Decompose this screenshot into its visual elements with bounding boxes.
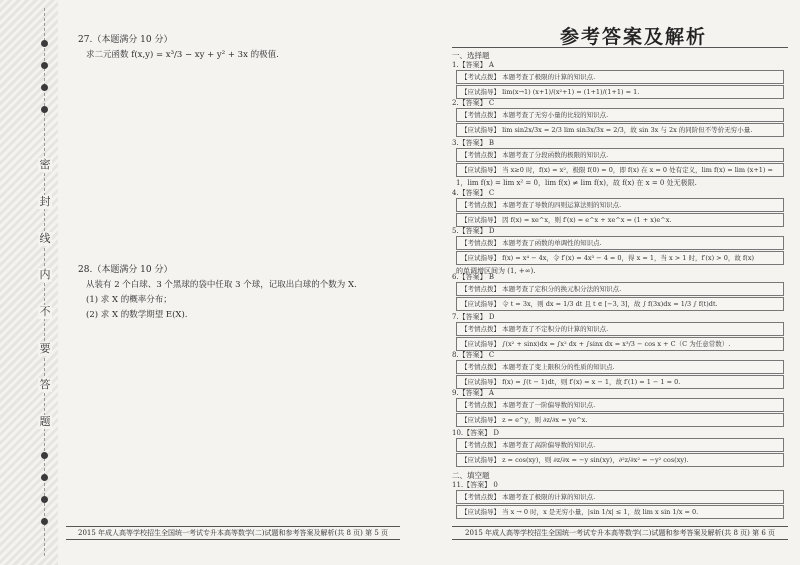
- test-point-box: 【考情点拨】 本题考查了分段函数的极限的知识点.: [456, 148, 784, 162]
- solution-guide-box: 【应试指导】 f(x) = ∫(t − 1)dt，则 f′(x) = x − 1，故 f′(1) = 1 − 1 = 0.: [456, 375, 784, 389]
- test-point-box: 【考情点拨】 本题考查了高阶偏导数的知识点.: [456, 438, 784, 452]
- binding-dot: [41, 40, 48, 47]
- test-point-box: 【考情点拨】 本题考查了无穷小量的比较的知识点.: [456, 108, 784, 122]
- question-28-heading: 28.（本题满分 10 分）: [78, 265, 173, 275]
- binding-char: 封: [39, 195, 51, 208]
- solution-guide-box: 【应试指导】 当 x≥0 时，f(x) = x²，极限 f(0) = 0，即 f(x) 在 x = 0 处有定义，lim f(x) = lim (x+1) =: [456, 163, 784, 177]
- solution-guide-box: 【应试指导】 lim sin2x/3x = 2/3 lim sin3x/3x = 2/3，故 sin 3x 与 2x 的同阶但不等价无穷小量.: [456, 123, 784, 137]
- answer-label: 3.【答案】 B: [452, 139, 495, 147]
- test-point-box: 【考情点拨】 本题考查了极限的计算的知识点.: [456, 490, 784, 504]
- solution-continuation: 的单调增区间为 (1, +∞).: [456, 267, 536, 275]
- solution-continuation: 1，lim f(x) = lim x² = 0，lim f(x) ≠ lim f(x)，故 f(x) 在 x = 0 处无极限.: [456, 179, 697, 187]
- test-point-box: 【考情点拨】 本题考查了定积分的换元积分法的知识点.: [456, 282, 784, 296]
- test-point-box: 【考情点拨】 本题考查了函数的单调性的知识点.: [456, 236, 784, 250]
- answer-label: 4.【答案】 C: [452, 189, 495, 197]
- answer-label: 2.【答案】 C: [452, 99, 495, 107]
- binding-dot: [41, 518, 48, 525]
- test-point-box: 【考情点拨】 本题考查了一阶偏导数的知识点.: [456, 398, 784, 412]
- solution-guide-box: 【应试指导】 令 t = 3x，则 dx = 1/3 dt 且 t ∈ [−3, 3]，故 ∫ f(3x)dx = 1/3 ∫ f(t)dt.: [456, 297, 784, 311]
- binding-char: 要: [39, 342, 51, 355]
- binding-char: 题: [39, 415, 51, 428]
- binding-char: 不: [39, 305, 51, 318]
- test-point-box: 【考试点拨】 本题考查了极限的计算的知识点.: [456, 70, 784, 84]
- question-28-part-1: (1) 求 X 的概率分布；: [86, 295, 172, 305]
- answers-title: 参考答案及解析: [560, 26, 708, 48]
- solution-guide-box: 【应试指导】 f(x) = x⁴ − 4x，令 f′(x) = 4x³ − 4 = 0，得 x = 1，当 x > 1 时，f′(x) > 0，故 f(x): [456, 251, 784, 265]
- binding-dot: [41, 106, 48, 113]
- left-page-footer: 2015 年成人高等学校招生全国统一考试专升本高等数学(二)试题和参考答案及解析(共 8 页) 第 5 页: [66, 526, 400, 540]
- binding-margin: [0, 0, 58, 565]
- solution-guide-box: 【应试指导】 z = cos(xy)，则 ∂z/∂x = −y sin(xy)，∂²z/∂x² = −y² cos(xy).: [456, 453, 784, 467]
- section-choice-heading: 一、选择题: [452, 51, 490, 60]
- solution-guide-box: 【应试指导】 ∫(x² + sinx)dx = ∫x² dx + ∫sinx dx = x³/3 − cos x + C（C 为任意常数）.: [456, 337, 784, 351]
- test-point-box: 【考情点拨】 本题考查了不定积分的计算的知识点.: [456, 322, 784, 336]
- binding-char: 答: [39, 378, 51, 391]
- solution-guide-box: 【应试指导】 lim(x→1) (x+1)/(x²+1) = (1+1)/(1+1) = 1.: [456, 85, 784, 99]
- answer-label: 11.【答案】 0: [452, 481, 498, 489]
- question-28-part-2: (2) 求 X 的数学期望 E(X).: [86, 310, 188, 320]
- binding-char: 内: [39, 268, 51, 281]
- binding-dot: [41, 452, 48, 459]
- solution-guide-box: 【应试指导】 因 f(x) = xe^x，则 f′(x) = e^x + xe^x = (1 + x)e^x.: [456, 213, 784, 227]
- binding-dot: [41, 474, 48, 481]
- test-point-box: 【考情点拨】 本题考查了变上限积分的性质的知识点.: [456, 360, 784, 374]
- title-rule: [452, 47, 788, 48]
- binding-char: 密: [39, 158, 51, 171]
- question-28-text: 从装有 2 个白球、3 个黑球的袋中任取 3 个球，记取出白球的个数为 X.: [86, 280, 357, 290]
- test-point-box: 【考情点拨】 本题考查了导数的四则运算法则的知识点.: [456, 198, 784, 212]
- answer-label: 7.【答案】 D: [452, 313, 495, 321]
- solution-guide-box: 【应试指导】 z = e^y，则 ∂z/∂x = ye^x.: [456, 413, 784, 427]
- binding-char: 线: [39, 232, 51, 245]
- answer-label: 5.【答案】 D: [452, 227, 495, 235]
- binding-dot: [41, 62, 48, 69]
- question-27-text: 求二元函数 f(x,y) = x³/3 − xy + y² + 3x 的极值.: [86, 50, 279, 60]
- right-page-footer: 2015 年成人高等学校招生全国统一考试专升本高等数学(二)试题和参考答案及解析(共 8 页) 第 6 页: [452, 526, 788, 540]
- answer-label: 9.【答案】 A: [452, 389, 494, 397]
- section-fill-heading: 二、填空题: [452, 471, 490, 480]
- answer-label: 1.【答案】 A: [452, 61, 494, 69]
- question-27-heading: 27.（本题满分 10 分）: [78, 35, 173, 45]
- answer-label: 8.【答案】 C: [452, 351, 495, 359]
- binding-dot: [41, 496, 48, 503]
- solution-guide-box: 【应试指导】 当 x → 0 时，x 是无穷小量，|sin 1/x| ≤ 1，故 lim x sin 1/x = 0.: [456, 505, 784, 519]
- answer-label: 6.【答案】 B: [452, 273, 495, 281]
- binding-dot: [41, 84, 48, 91]
- answer-label: 10.【答案】 D: [452, 429, 499, 437]
